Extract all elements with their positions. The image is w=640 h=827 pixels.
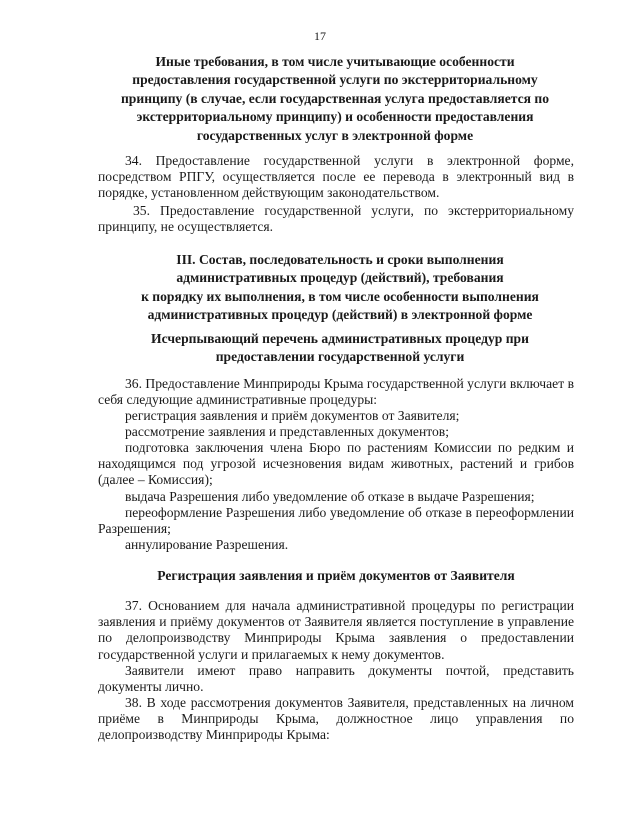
procedure-item: аннулирование Разрешения. bbox=[125, 537, 289, 552]
heading-line: административных процедур (действий) в электронной форме bbox=[147, 307, 533, 323]
paragraph-34: 34. Предоставление государственной услуги в электронной форме, посредством РПГУ, осуществляется после ее перевода в электронный вид в порядке, установленном действующим законодательством. bbox=[98, 153, 574, 201]
procedure-item: регистрация заявления и приём документов от Заявителя; bbox=[125, 408, 460, 423]
procedure-item: рассмотрение заявления и представленных документов; bbox=[125, 424, 449, 439]
procedure-item: переоформление Разрешения либо уведомление об отказе в переоформлении Разрешения; bbox=[98, 505, 574, 537]
procedure-item: подготовка заключения члена Бюро по растениям Комиссии по редким и находящимся под угрозой исчезновения видам животных, растений и грибов (далее – Комиссия); bbox=[98, 440, 574, 488]
heading-line: предоставления государственной услуги по экстерриториальному bbox=[132, 72, 538, 88]
heading-line: к порядку их выполнения, в том числе особенности выполнения bbox=[141, 288, 539, 304]
heading-line: III. Состав, последовательность и сроки выполнения bbox=[176, 252, 504, 267]
subheading-procedures-list bbox=[110, 330, 570, 367]
paragraph-36-intro: 36. Предоставление Минприроды Крыма государственной услуги включает в себя следующие административные процедуры: bbox=[98, 376, 574, 408]
subheading-registration: Регистрация заявления и приём документов от Заявителя bbox=[157, 568, 515, 583]
heading-line: экстерриториальному принципу) и особенности предоставления bbox=[136, 109, 534, 125]
paragraph-37: 37. Основанием для начала административной процедуры по регистрации заявления и приёму документов от Заявителя является поступление в управление по делопроизводству Минприроды Крыма заявления о предоставлении государственной услуги и прилагаемых к нему документов. bbox=[98, 598, 574, 662]
heading-line: Исчерпывающий перечень административных процедур при bbox=[151, 331, 529, 346]
paragraph-38: 38. В ходе рассмотрения документов Заявителя, представленных на личном приёме в Минприроды Крыма, должностное лицо управления по делопроизводству Минприроды Крыма: bbox=[98, 695, 574, 743]
page-number: 17 bbox=[314, 29, 326, 43]
procedure-item: выдача Разрешения либо уведомление об отказе в выдаче Разрешения; bbox=[125, 489, 535, 504]
heading-line: принципу (в случае, если государственная услуга предоставляется по bbox=[120, 90, 550, 106]
heading-line: Иные требования, в том числе учитывающие особенности bbox=[155, 54, 515, 69]
heading-line: государственных услуг в электронной форме bbox=[196, 127, 474, 143]
heading-line: предоставлении государственной услуги bbox=[215, 349, 465, 365]
paragraph-35: 35. Предоставление государственной услуги, по экстерриториальному принципу, не осуществляется. bbox=[98, 203, 574, 235]
section-heading-iii bbox=[110, 251, 570, 325]
paragraph-37-b: Заявители имеют право направить документы почтой, представить документы лично. bbox=[98, 663, 574, 695]
section-heading-other-requirements bbox=[90, 53, 580, 145]
heading-line: административных процедур (действий), требования bbox=[176, 270, 504, 286]
